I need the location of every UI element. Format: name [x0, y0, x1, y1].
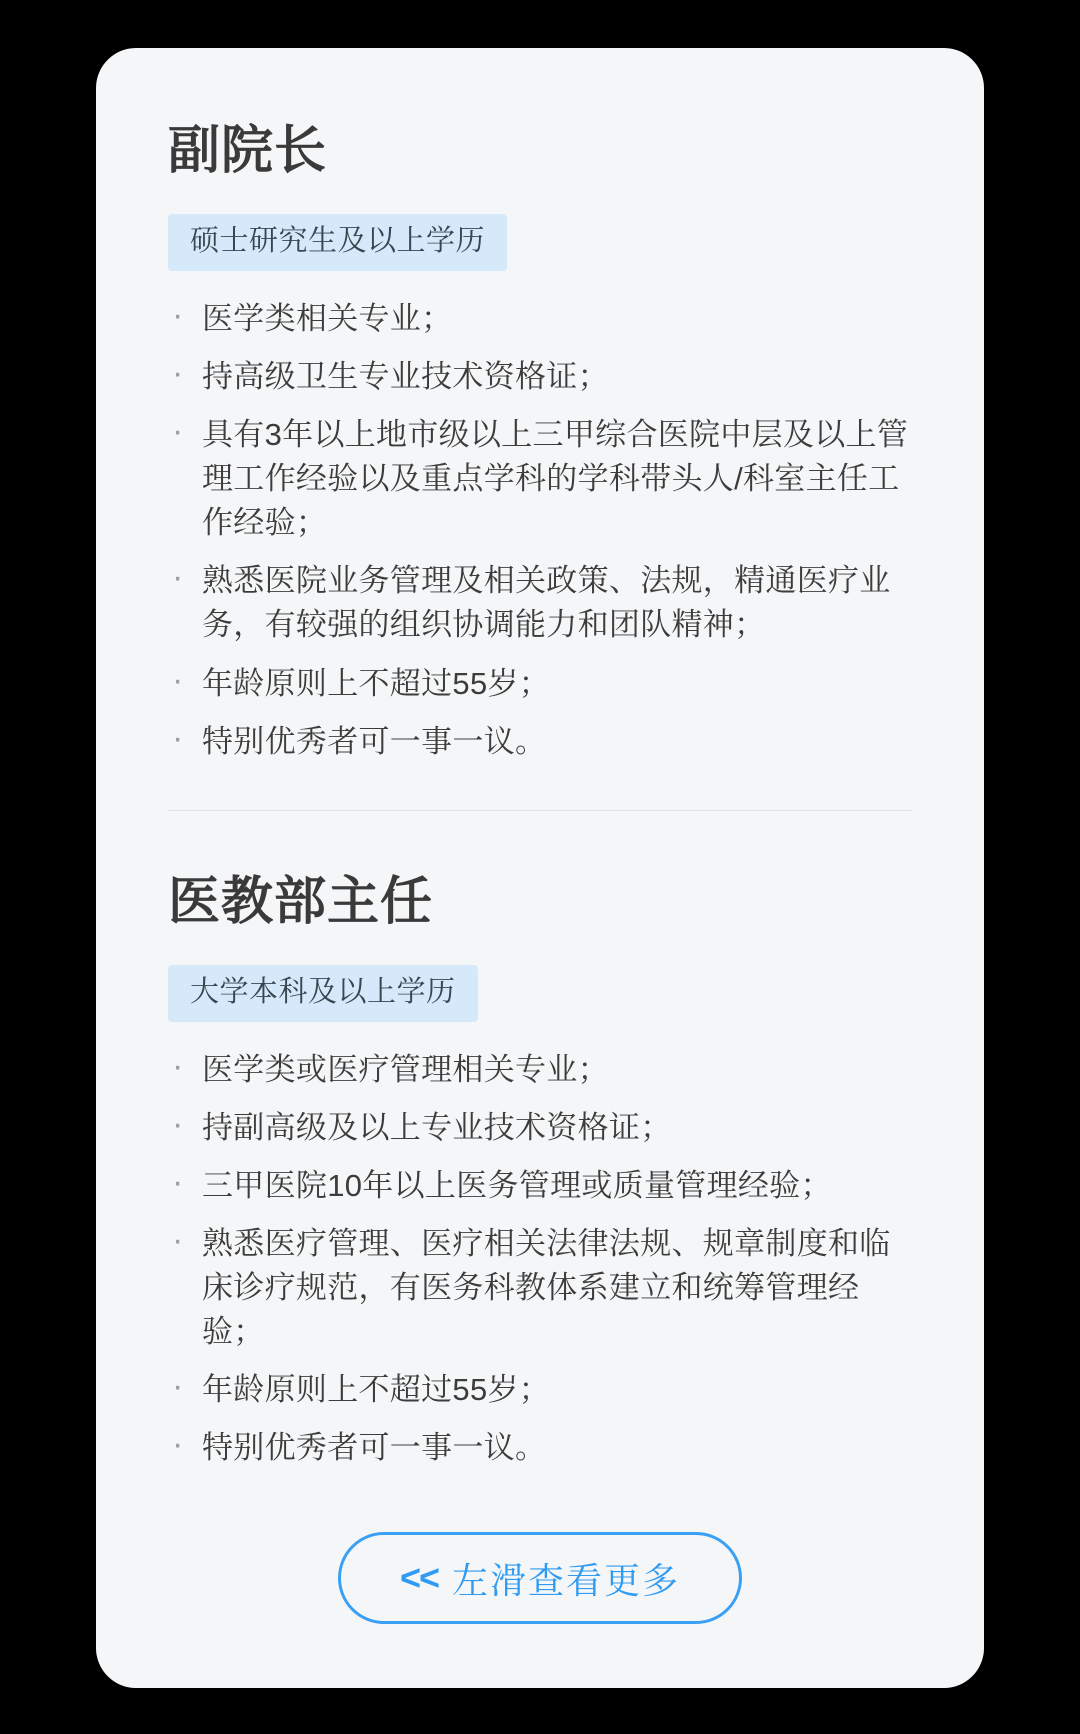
list-item: · 年龄原则上不超过55岁； [168, 1368, 912, 1412]
list-item: · 持高级卫生专业技术资格证； [168, 355, 912, 399]
requirements-list [168, 1048, 912, 1470]
list-item: · 持副高级及以上专业技术资格证； [168, 1106, 912, 1150]
badge-row [168, 965, 912, 1022]
list-item: · 医学类相关专业； [168, 297, 912, 341]
double-chevron-left-icon: << [399, 1557, 439, 1599]
swipe-more-label: 左滑查看更多 [452, 1559, 681, 1601]
list-item: · 具有3年以上地市级以上三甲综合医院中层及以上管理工作经验以及重点学科的学科带头人/科室主任工作经验； [168, 413, 912, 545]
page-title: 副院长 [168, 122, 328, 180]
content-card [96, 48, 984, 1688]
job-section-medical-education-director [168, 871, 912, 1471]
list-item: · 特别优秀者可一事一议。 [168, 1426, 912, 1470]
section-divider [168, 810, 912, 811]
swipe-more-button[interactable] [338, 1532, 742, 1624]
job-section-vice-president [168, 48, 912, 764]
education-badge: 硕士研究生及以上学历 [168, 214, 507, 271]
list-item: · 医学类或医疗管理相关专业； [168, 1048, 912, 1092]
section-title: 医教部主任 [168, 872, 434, 931]
card-footer [168, 1532, 912, 1624]
list-item: · 特别优秀者可一事一议。 [168, 720, 912, 764]
list-item: · 熟悉医疗管理、医疗相关法律法规、规章制度和临床诊疗规范，有医务科教体系建立和统筹管理经验； [168, 1222, 912, 1354]
list-item: · 熟悉医院业务管理及相关政策、法规，精通医疗业务，有较强的组织协调能力和团队精神； [168, 559, 912, 647]
education-badge: 大学本科及以上学历 [168, 965, 478, 1022]
list-item: · 年龄原则上不超过55岁； [168, 662, 912, 706]
requirements-list [168, 297, 912, 763]
badge-row [168, 214, 912, 271]
list-item: · 三甲医院10年以上医务管理或质量管理经验； [168, 1164, 912, 1208]
